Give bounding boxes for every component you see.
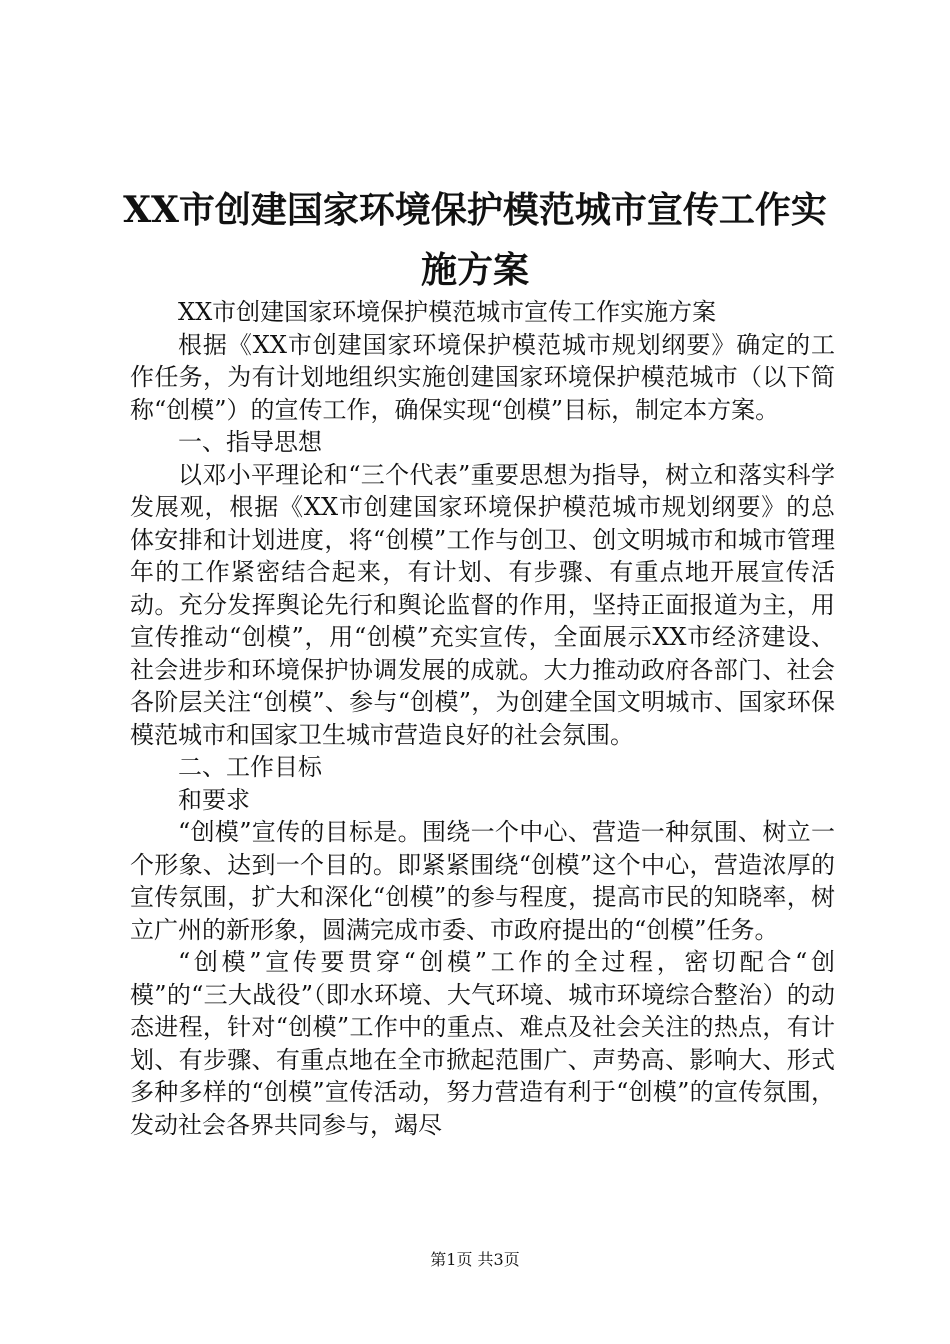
document-body <box>130 296 835 1141</box>
document-title-line-1: XX市创建国家环境保护模范城市宣传工作实 <box>123 189 827 231</box>
intro-paragraph: 根据《XX市创建国家环境保护模范城市规划纲要》确定的工作任务，为有计划地组织实施创建国家环境保护模范城市（以下简称“创模”）的宣传工作，确保实现“创模”目标，制定本方案。 <box>130 330 835 424</box>
goals-paragraph: “创模”宣传的目标是。围绕一个中心、营造一种氛围、树立一个形象、达到一个目的。即紧紧围绕“创模”这个中心，营造浓厚的宣传氛围，扩大和深化“创模”的参与程度，提高市民的知晓率，树立广州的新形象，圆满完成市委、市政府提出的“创模”任务。 <box>130 818 835 944</box>
section-heading-requirements: 和要求 <box>178 785 250 814</box>
guiding-thought-paragraph: 以邓小平理论和“三个代表”重要思想为指导，树立和落实科学发展观，根据《XX市创建国家环境保护模范城市规划纲要》的总体安排和计划进度，将“创模”工作与创卫、创文明城市和城市管理年的工作紧密结合起来，有计划、有步骤、有重点地开展宣传活动。充分发挥舆论先行和舆论监督的作用，坚持正面报道为主，用宣传推动“创模”，用“创模”充实宣传，全面展示XX市经济建设、社会进步和环境保护协调发展的成就。大力推动政府各部门、社会各阶层关注“创模”、参与“创模”，为创建全国文明城市、国家环保模范城市和国家卫生城市营造良好的社会氛围。 <box>130 460 835 749</box>
section-heading-work-goals: 二、工作目标 <box>178 753 322 781</box>
requirements-paragraph: “创模”宣传要贯穿“创模”工作的全过程，密切配合“创模”的“三大战役”（即水环境、大气环境、城市环境综合整治）的动态进程，针对“创模”工作中的重点、难点及社会关注的热点，有计划、有步骤、有重点地在全市掀起范围广、声势高、影响大、形式多种多样的“创模”宣传活动，努力营造有利于“创模”的宣传氛围，发动社会各界共同参与，竭尽 <box>130 948 835 1139</box>
page-indicator: 第1页 共3页 <box>430 1250 520 1269</box>
subtitle-paragraph: XX市创建国家环境保护模范城市宣传工作实施方案 <box>178 298 717 326</box>
document-title-line-2: 施方案 <box>420 249 529 291</box>
section-heading-guiding-thought: 一、指导思想 <box>178 428 322 456</box>
